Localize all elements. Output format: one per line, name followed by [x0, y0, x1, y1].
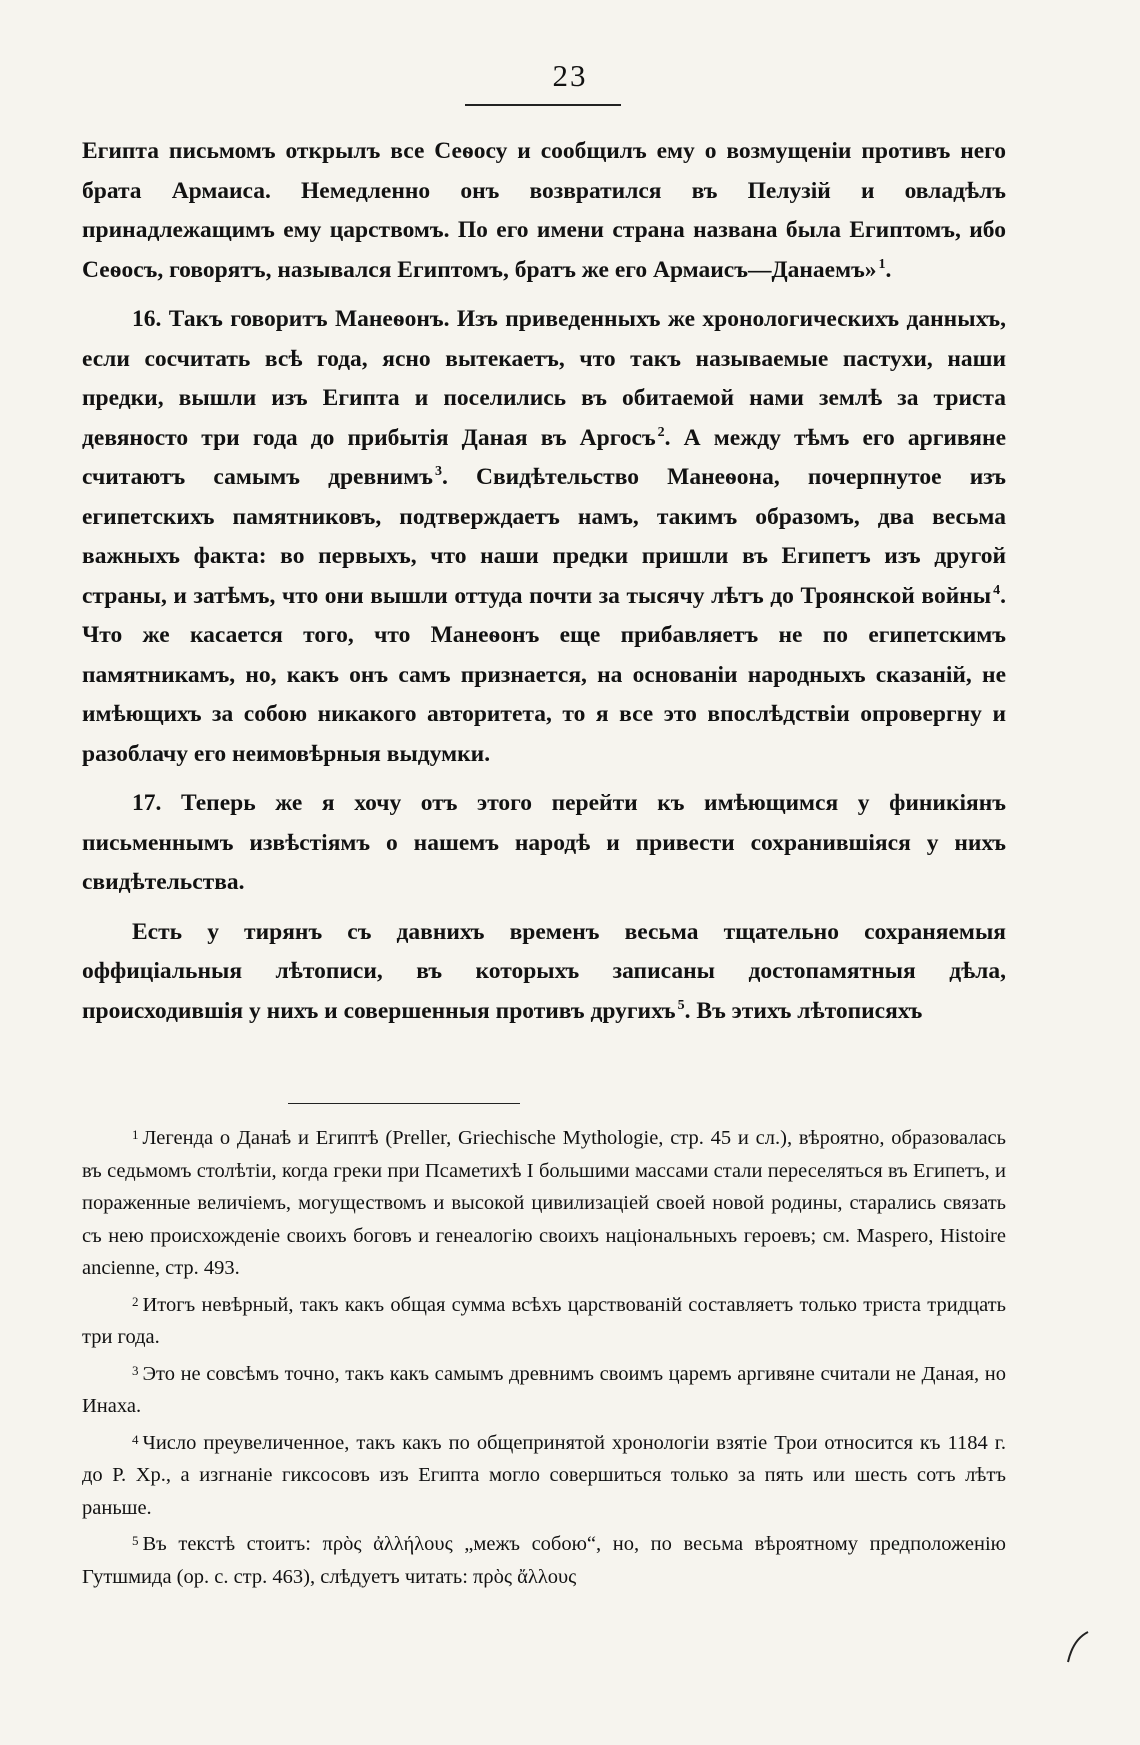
footnote-1-number: 1 [132, 1127, 139, 1142]
footnote-4 [82, 1427, 1006, 1525]
footnote-3-number: 3 [132, 1362, 139, 1378]
footnote-2-number: 2 [132, 1293, 139, 1309]
footnote-ref-3: 3 [434, 464, 442, 479]
paragraph-16-text-b: . А между тѣмъ его аргивяне считаютъ самымъ древнимъ [82, 424, 1006, 490]
footnote-2-text: Итогъ невѣрный, такъ какъ общая сумма всѣхъ царствованій составляетъ только триста тридцать три года. [82, 1293, 1006, 1348]
footnote-ref-1: 1 [878, 256, 886, 272]
paragraph-tyrians-text-a: Есть у тирянъ съ давнихъ временъ весьма тщательно сохраняемыя оффиціальныя лѣтописи, въ которыхъ записаны достопамятныя дѣла, происходившія у нихъ и совершенныя противъ другихъ [82, 918, 1006, 1024]
footnote-ref-5: 5 [677, 997, 685, 1013]
footnote-5-text: Въ текстѣ стоитъ: πρὸς ἀλλήλους „межъ собою“, но, по весьма вѣроятному предположенію Гутшмида (ор. с. стр. 463), слѣдуетъ читать: πρὸς ἄλλους [82, 1533, 1006, 1588]
page-number: 23 [552, 58, 588, 93]
paragraph-17: 17. Теперь же я хочу отъ этого перейти къ имѣющимся у финикіянъ письменнымъ извѣстіямъ о нашемъ народѣ и привести сохранившіяся у нихъ свидѣтельства. [82, 790, 1006, 895]
footnote-3 [82, 1358, 1006, 1423]
header-rule [465, 104, 621, 106]
footnote-1-text: Легенда о Данаѣ и Египтѣ (Preller, Griechische Mythologie, стр. 45 и сл.), вѣроятно, образовалась въ седьмомъ столѣтіи, когда греки при Псаметихѣ I большими массами стали переселяться въ Египетъ, и пораженные величіемъ, могуществомъ и высокой цивилизаціей своей новой родины, старались связать съ нею происхожденіе своихъ боговъ и генеалогію своихъ національныхъ героевъ; см. Maspero, Histoire ancienne, стр. 493. [82, 1127, 1006, 1279]
footnotes [82, 1122, 1006, 1597]
footnote-3-text: Это не совсѣмъ точно, такъ какъ самымъ древнимъ своимъ царемъ аргивяне считали не Даная, но Инаха. [82, 1362, 1006, 1417]
paragraph-16-text-c: . Свидѣтельство Манеѳона, почерпнутое изъ египетскихъ памятниковъ, подтверждаетъ намъ, такимъ образомъ, два весьма важныхъ факта: во первыхъ, что наши предки пришли въ Египетъ изъ другой страны, и затѣмъ, что они вышли оттуда почти за тысячу лѣтъ до Троянской войны [82, 464, 1006, 609]
footnote-ref-4: 4 [993, 582, 1001, 598]
paragraph-1-text: Египта письмомъ открылъ все Сеѳосу и сообщилъ ему о возмущеніи противъ него брата Армаиса. Немедленно онъ возвратился въ Пелузій и овладѣлъ принадлежащимъ ему царствомъ. По его имени страна названа была Египтомъ, ибо Сеѳосъ, говорятъ, назывался Египтомъ, братъ же его Армаисъ—Данаемъ» [82, 138, 1006, 283]
footnote-rule [288, 1103, 520, 1104]
paragraph-tyrians-text-b: . Въ этихъ лѣтописяхъ [684, 997, 923, 1024]
footnote-5-number: 5 [132, 1533, 139, 1548]
footnote-2 [82, 1289, 1006, 1354]
paragraph-16-text-a: 16. Такъ говоритъ Манеѳонъ. Изъ приведенныхъ же хронологическихъ данныхъ, если сосчитать всѣ года, ясно вытекаетъ, что такъ называемые пастухи, наши предки, вышли изъ Египта и поселились въ обитаемой нами землѣ за триста девяносто три года до прибытія Даная въ Аргосъ [82, 306, 1006, 451]
footnote-4-text: Число преувеличенное, такъ какъ по общепринятой хронологіи взятіе Трои относится къ 1184 г. до Р. Хр., а изгнаніе гиксосовъ изъ Египта могло совершиться только за пять или шесть сотъ лѣтъ раньше. [82, 1431, 1006, 1519]
paragraph-1 [82, 132, 1006, 290]
pen-mark-icon [1062, 1628, 1092, 1668]
footnote-1 [82, 1122, 1006, 1285]
paragraph-1-end: . [885, 256, 892, 283]
footnote-4-number: 4 [132, 1431, 139, 1447]
paragraph-tyrians [82, 913, 1006, 1032]
footnote-5 [82, 1528, 1006, 1593]
paragraph-16 [82, 300, 1006, 774]
paragraph-16-text-d: . Что же касается того, что Манеѳонъ еще прибавляетъ не по египетскимъ памятникамъ, но, какъ онъ самъ признается, на основаніи народныхъ сказаній, не имѣющихъ за собою никакого авторитета, то я все это впослѣдствіи опровергну и разоблачу его неимовѣрныя выдумки. [82, 582, 1006, 767]
footnote-ref-2: 2 [657, 424, 665, 440]
main-text [82, 132, 1006, 1031]
